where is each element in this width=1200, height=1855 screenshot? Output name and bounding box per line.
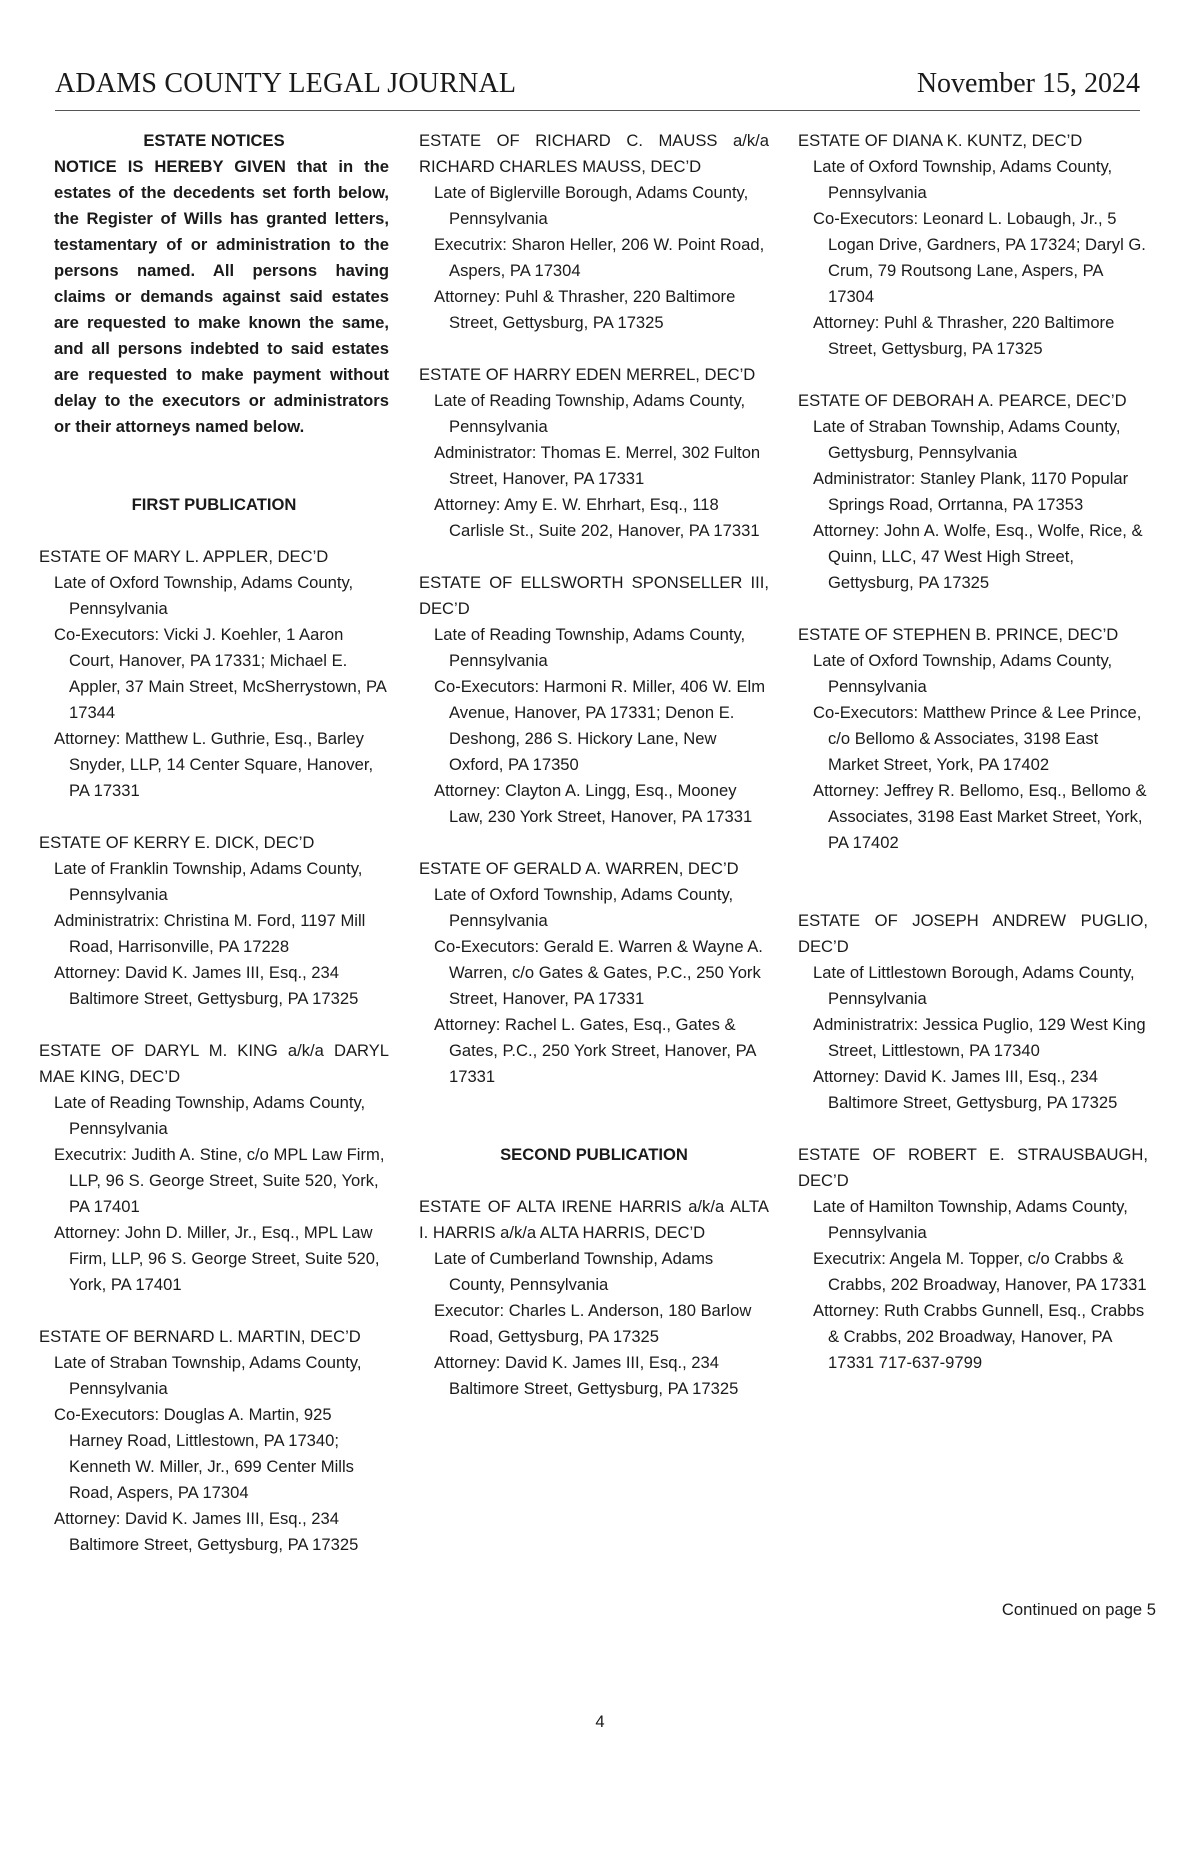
residence-line: Late of Oxford Township, Adams County, Pennsylvania bbox=[813, 157, 1113, 202]
fiduciary-line: Executrix: Angela M. Topper, c/o Crabbs & Crabbs, 202 Broadway, Hanover, PA 17331 bbox=[813, 1249, 1147, 1294]
attorney-line: Attorney: David K. James III, Esq., 234 Baltimore Street, Gettysburg, PA 17325 bbox=[54, 1509, 359, 1554]
estate-notice bbox=[39, 1324, 389, 1558]
estate-name: ESTATE OF ROBERT E. STRAUSBAUGH, DEC’D bbox=[798, 1145, 1148, 1190]
attorney-line: Attorney: David K. James III, Esq., 234 Baltimore Street, Gettysburg, PA 17325 bbox=[813, 1067, 1118, 1112]
estate-name: ESTATE OF KERRY E. DICK, DEC’D bbox=[39, 833, 315, 852]
estate-notice bbox=[419, 1194, 769, 1402]
fiduciary-line: Co-Executors: Douglas A. Martin, 925 Harney Road, Littlestown, PA 17340; Kenneth W. Miller, Jr., 699 Center Mills Road, Aspers, PA 17304 bbox=[54, 1405, 354, 1502]
estate-name: ESTATE OF JOSEPH ANDREW PUGLIO, DEC’D bbox=[798, 911, 1148, 956]
residence-line: Late of Straban Township, Adams County, Gettysburg, Pennsylvania bbox=[813, 417, 1121, 462]
estate-name: ESTATE OF DEBORAH A. PEARCE, DEC’D bbox=[798, 391, 1127, 410]
attorney-line: Attorney: Jeffrey R. Bellomo, Esq., Bellomo & Associates, 3198 East Market Street, York, PA 17402 bbox=[813, 781, 1147, 852]
residence-line: Late of Reading Township, Adams County, Pennsylvania bbox=[434, 625, 746, 670]
fiduciary-line: Co-Executors: Vicki J. Koehler, 1 Aaron Court, Hanover, PA 17331; Michael E. Appler, 37 Main Street, McSherrystown, PA 17344 bbox=[54, 625, 386, 722]
notice-paragraph: NOTICE IS HEREBY GIVEN that in the estates of the decedents set forth below, the Register of Wills has granted letters, testamentary of or administration to the persons named. All persons having claims or demands against said estates are requested to make known the same, and all persons indebted to said estates are requested to make payment without delay to the executors or administrators or their attorneys named below. bbox=[54, 157, 389, 436]
journal-title: ADAMS COUNTY LEGAL JOURNAL bbox=[55, 68, 517, 99]
residence-line: Late of Franklin Township, Adams County, Pennsylvania bbox=[54, 859, 363, 904]
estate-notice bbox=[419, 570, 769, 830]
residence-line: Late of Oxford Township, Adams County, Pennsylvania bbox=[434, 885, 734, 930]
attorney-line: Attorney: Matthew L. Guthrie, Esq., Barley Snyder, LLP, 14 Center Square, Hanover, PA 17331 bbox=[54, 729, 374, 800]
residence-line: Late of Oxford Township, Adams County, Pennsylvania bbox=[813, 651, 1113, 696]
estate-name: ESTATE OF ELLSWORTH SPONSELLER III, DEC’D bbox=[419, 573, 769, 618]
attorney-line: Attorney: David K. James III, Esq., 234 Baltimore Street, Gettysburg, PA 17325 bbox=[434, 1353, 739, 1398]
fiduciary-line: Co-Executors: Gerald E. Warren & Wayne A. Warren, c/o Gates & Gates, P.C., 250 York Street, Hanover, PA 17331 bbox=[434, 937, 763, 1008]
estate-notice bbox=[39, 544, 389, 804]
estate-name: ESTATE OF BERNARD L. MARTIN, DEC’D bbox=[39, 1327, 361, 1346]
estate-notice bbox=[39, 830, 389, 1012]
estate-name: ESTATE OF RICHARD C. MAUSS a/k/a RICHARD CHARLES MAUSS, DEC’D bbox=[419, 131, 769, 176]
attorney-line: Attorney: Clayton A. Lingg, Esq., Mooney Law, 230 York Street, Hanover, PA 17331 bbox=[434, 781, 753, 826]
column-2 bbox=[419, 128, 769, 1402]
estate-notice bbox=[419, 362, 769, 544]
estate-notice bbox=[798, 1142, 1148, 1376]
masthead bbox=[55, 62, 1140, 111]
attorney-line: Attorney: Amy E. W. Ehrhart, Esq., 118 Carlisle St., Suite 202, Hanover, PA 17331 bbox=[434, 495, 760, 540]
fiduciary-line: Executrix: Judith A. Stine, c/o MPL Law Firm, LLP, 96 S. George Street, Suite 520, York, PA 17401 bbox=[54, 1145, 385, 1216]
fiduciary-line: Co-Executors: Leonard L. Lobaugh, Jr., 5 Logan Drive, Gardners, PA 17324; Daryl G. Crum, 79 Routsong Lane, Aspers, PA 17304 bbox=[813, 209, 1146, 306]
estate-name: ESTATE OF HARRY EDEN MERREL, DEC’D bbox=[419, 365, 756, 384]
fiduciary-line: Administratrix: Christina M. Ford, 1197 Mill Road, Harrisonville, PA 17228 bbox=[54, 911, 366, 956]
estate-notice bbox=[798, 622, 1148, 856]
estate-notice bbox=[419, 128, 769, 336]
estate-notice bbox=[39, 1038, 389, 1298]
fiduciary-line: Executrix: Sharon Heller, 206 W. Point Road, Aspers, PA 17304 bbox=[434, 235, 765, 280]
estate-notices-heading: ESTATE NOTICES bbox=[143, 131, 285, 150]
fiduciary-line: Administrator: Thomas E. Merrel, 302 Fulton Street, Hanover, PA 17331 bbox=[434, 443, 761, 488]
residence-line: Late of Hamilton Township, Adams County, Pennsylvania bbox=[813, 1197, 1128, 1242]
residence-line: Late of Reading Township, Adams County, Pennsylvania bbox=[54, 1093, 366, 1138]
residence-line: Late of Biglerville Borough, Adams County, Pennsylvania bbox=[434, 183, 749, 228]
attorney-line: Attorney: Puhl & Thrasher, 220 Baltimore Street, Gettysburg, PA 17325 bbox=[434, 287, 736, 332]
continued-note: Continued on page 5 bbox=[1001, 1600, 1156, 1619]
estate-notice bbox=[419, 856, 769, 1090]
estate-name: ESTATE OF STEPHEN B. PRINCE, DEC’D bbox=[798, 625, 1119, 644]
residence-line: Late of Littlestown Borough, Adams County, Pennsylvania bbox=[813, 963, 1135, 1008]
column-3 bbox=[798, 128, 1148, 1376]
residence-line: Late of Reading Township, Adams County, Pennsylvania bbox=[434, 391, 746, 436]
attorney-line: Attorney: Puhl & Thrasher, 220 Baltimore Street, Gettysburg, PA 17325 bbox=[813, 313, 1115, 358]
estate-notice bbox=[798, 908, 1148, 1116]
fiduciary-line: Administratrix: Jessica Puglio, 129 West King Street, Littlestown, PA 17340 bbox=[813, 1015, 1146, 1060]
fiduciary-line: Co-Executors: Harmoni R. Miller, 406 W. Elm Avenue, Hanover, PA 17331; Denon E. Deshong, 286 S. Hickory Lane, New Oxford, PA 17350 bbox=[434, 677, 766, 774]
fiduciary-line: Administrator: Stanley Plank, 1170 Popular Springs Road, Orrtanna, PA 17353 bbox=[813, 469, 1129, 514]
estate-name: ESTATE OF GERALD A. WARREN, DEC’D bbox=[419, 859, 739, 878]
page-number: 4 bbox=[595, 1712, 605, 1731]
attorney-line: Attorney: John D. Miller, Jr., Esq., MPL Law Firm, LLP, 96 S. George Street, Suite 520, York, PA 17401 bbox=[54, 1223, 380, 1294]
residence-line: Late of Oxford Township, Adams County, Pennsylvania bbox=[54, 573, 354, 618]
residence-line: Late of Cumberland Township, Adams County, Pennsylvania bbox=[434, 1249, 714, 1294]
first-publication-heading: FIRST PUBLICATION bbox=[131, 495, 297, 514]
fiduciary-line: Co-Executors: Matthew Prince & Lee Prince, c/o Bellomo & Associates, 3198 East Market Street, York, PA 17402 bbox=[813, 703, 1142, 774]
estate-name: ESTATE OF MARY L. APPLER, DEC’D bbox=[39, 547, 329, 566]
estate-name: ESTATE OF ALTA IRENE HARRIS a/k/a ALTA I. HARRIS a/k/a ALTA HARRIS, DEC’D bbox=[419, 1197, 769, 1242]
fiduciary-line: Executor: Charles L. Anderson, 180 Barlow Road, Gettysburg, PA 17325 bbox=[434, 1301, 752, 1346]
attorney-line: Attorney: John A. Wolfe, Esq., Wolfe, Rice, & Quinn, LLC, 47 West High Street, Gettysburg, PA 17325 bbox=[813, 521, 1143, 592]
column-1 bbox=[39, 128, 389, 1558]
second-publication-heading: SECOND PUBLICATION bbox=[500, 1145, 688, 1164]
attorney-line: Attorney: Ruth Crabbs Gunnell, Esq., Crabbs & Crabbs, 202 Broadway, Hanover, PA 17331 717-637-9799 bbox=[813, 1301, 1145, 1372]
estate-name: ESTATE OF DIANA K. KUNTZ, DEC’D bbox=[798, 131, 1083, 150]
attorney-line: Attorney: David K. James III, Esq., 234 Baltimore Street, Gettysburg, PA 17325 bbox=[54, 963, 359, 1008]
estate-notice bbox=[798, 388, 1148, 596]
residence-line: Late of Straban Township, Adams County, Pennsylvania bbox=[54, 1353, 362, 1398]
estate-notice bbox=[798, 128, 1148, 362]
attorney-line: Attorney: Rachel L. Gates, Esq., Gates & Gates, P.C., 250 York Street, Hanover, PA 17331 bbox=[434, 1015, 756, 1086]
estate-name: ESTATE OF DARYL M. KING a/k/a DARYL MAE KING, DEC’D bbox=[39, 1041, 389, 1086]
issue-date: November 15, 2024 bbox=[916, 68, 1140, 99]
